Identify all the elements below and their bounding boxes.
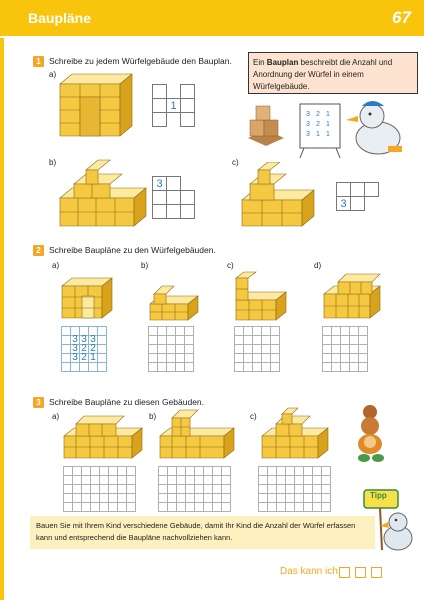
- task-1a-label: a): [49, 70, 57, 79]
- info-text: Ein Bauplan beschreibt die Anzahl und Anordnung der Würfel in einem Würfelgebäude.: [253, 58, 393, 91]
- svg-text:2: 2: [316, 111, 320, 118]
- blank-grid-2d[interactable]: [322, 326, 368, 372]
- task-3-text: Schreibe Baupläne zu diesen Gebäuden.: [49, 397, 205, 407]
- task-1-number: 1: [33, 56, 44, 67]
- task-3b-label: b): [149, 412, 157, 421]
- svg-text:2: 2: [316, 121, 320, 128]
- plan-cell: 2: [90, 343, 96, 354]
- self-check-box-1[interactable]: [339, 567, 350, 578]
- blank-grid-2b[interactable]: [148, 326, 194, 372]
- cube-building-3b: [158, 408, 236, 460]
- plan-cell: 3: [72, 343, 78, 354]
- blank-grid-2c[interactable]: [234, 326, 280, 372]
- plan-cell: 3: [90, 334, 96, 345]
- cube-building-2b: [148, 284, 200, 322]
- svg-text:1: 1: [326, 131, 330, 138]
- plan-cell: 2: [81, 352, 87, 363]
- task-2b-label: b): [141, 261, 149, 270]
- footer-self-check: Das kann ich: [280, 566, 338, 577]
- task-2c-label: c): [227, 261, 234, 270]
- plan-grid-1a[interactable]: [152, 84, 195, 127]
- side-accent-bar: [0, 38, 4, 600]
- plan-cell: 1: [90, 352, 96, 363]
- svg-text:1: 1: [326, 111, 330, 118]
- svg-text:3: 3: [306, 121, 310, 128]
- blank-grid-3b[interactable]: [158, 466, 231, 512]
- blank-grid-3a[interactable]: [63, 466, 136, 512]
- header-divider: [0, 36, 424, 39]
- plan-cell: 3: [72, 334, 78, 345]
- tip-label: Tipp: [370, 491, 387, 500]
- svg-text:1: 1: [326, 121, 330, 128]
- cube-building-2d: [322, 272, 382, 322]
- task-2a-label: a): [52, 261, 60, 270]
- blank-grid-3c[interactable]: [258, 466, 331, 512]
- cube-building-3a: [62, 412, 144, 460]
- plan-grid-1b[interactable]: [152, 176, 195, 219]
- plan-cell: 2: [81, 343, 87, 354]
- self-check-box-3[interactable]: [371, 567, 382, 578]
- task-1-text: Schreibe zu jedem Würfelgebäude den Bauplan.: [49, 56, 232, 66]
- self-check-box-2[interactable]: [355, 567, 366, 578]
- svg-text:1: 1: [316, 131, 320, 138]
- monkeys-illustration: [348, 402, 392, 464]
- tip-duck-illustration: [360, 486, 418, 556]
- task-3c-label: c): [250, 412, 257, 421]
- cube-building-1c: [240, 162, 316, 228]
- plan-grid-1c[interactable]: [336, 182, 379, 211]
- svg-text:3: 3: [306, 111, 310, 118]
- task-2-number: 2: [33, 245, 44, 256]
- page-number: 67: [392, 8, 411, 27]
- parent-note-text: Bauen Sie mit Ihrem Kind verschiedene Gebäude, damit Ihr Kind die Anzahl der Würfel erfassen kann und entsprechend die Baupläne nachvollziehen kann.: [36, 521, 356, 542]
- task-1b-label: b): [49, 158, 57, 167]
- plan-value-1b: 3: [153, 177, 167, 191]
- task-3a-label: a): [52, 412, 60, 421]
- task-2-text: Schreibe Baupläne zu den Würfelgebäuden.: [49, 245, 216, 255]
- page-title: Baupläne: [28, 10, 92, 26]
- cube-building-3c: [260, 406, 330, 460]
- task-2d-label: d): [314, 261, 322, 270]
- plan-cell: 3: [72, 352, 78, 363]
- plan-value-1a: 1: [167, 99, 181, 113]
- cube-building-2a: [60, 274, 116, 322]
- cube-building-1a: [58, 70, 134, 140]
- cube-building-2c: [234, 270, 288, 322]
- task-1c-label: c): [232, 158, 239, 167]
- svg-text:3: 3: [306, 131, 310, 138]
- task-3-number: 3: [33, 397, 44, 408]
- wooden-cubes-image: [242, 98, 290, 148]
- duck-teacher-illustration: [292, 96, 418, 158]
- cube-building-1b: [58, 158, 148, 228]
- plan-value-1c: 3: [337, 197, 351, 211]
- plan-cell: 3: [81, 334, 87, 345]
- sample-plan-grid-2a[interactable]: [61, 326, 107, 372]
